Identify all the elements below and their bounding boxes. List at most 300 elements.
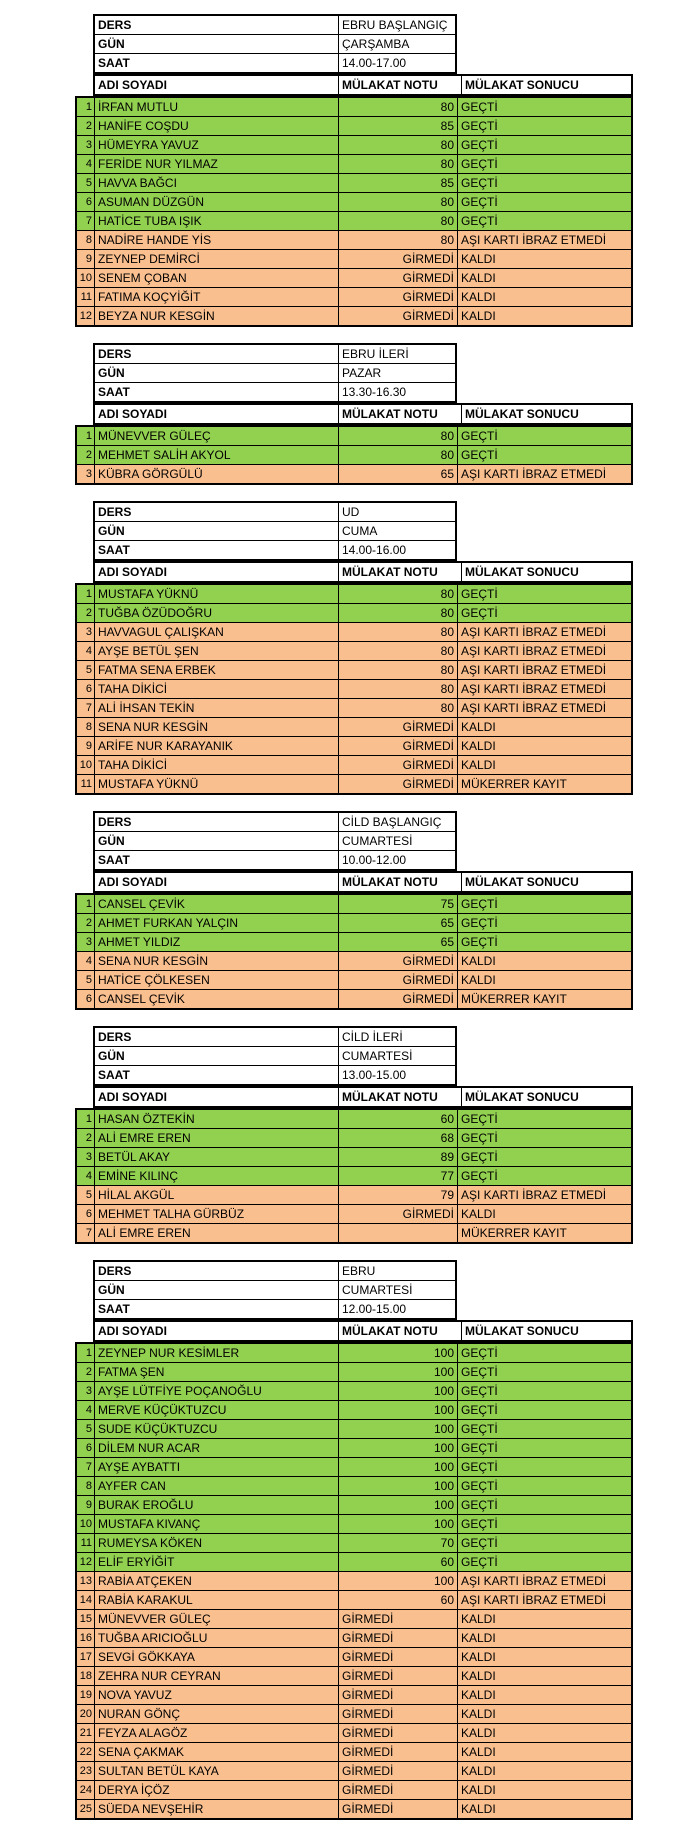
grade-cell: 80 xyxy=(339,623,458,641)
row-number-cell: 10 xyxy=(77,756,95,774)
row-number-cell: 2 xyxy=(77,1363,95,1381)
result-cell: GEÇTİ xyxy=(461,157,498,171)
table-row xyxy=(77,1382,631,1401)
row-number-cell: 1 xyxy=(77,1344,95,1362)
gun-label: GÜN xyxy=(95,1281,339,1299)
course-table xyxy=(75,811,700,1010)
result-cell: GEÇTİ xyxy=(461,1131,498,1145)
result-column-header: MÜLAKAT SONUCU xyxy=(465,1324,579,1338)
result-cell: KALDI xyxy=(461,1631,496,1645)
result-cell: KALDI xyxy=(461,973,496,987)
ders-value: CİLD BAŞLANGIÇ xyxy=(342,815,442,829)
name-column-header: ADI SOYADI xyxy=(95,76,339,94)
table-row xyxy=(77,269,631,288)
grade-cell: 65 xyxy=(339,465,458,483)
saat-label: SAAT xyxy=(95,54,339,72)
student-name-cell: TAHA DİKİCİ xyxy=(95,756,339,774)
gun-label: GÜN xyxy=(95,1047,339,1065)
meta-row-gun xyxy=(95,1047,455,1066)
gun-value: CUMA xyxy=(342,524,378,538)
grade-cell: GİRMEDİ xyxy=(339,1724,458,1742)
student-name-cell: SULTAN BETÜL KAYA xyxy=(95,1762,339,1780)
result-cell: AŞI KARTI İBRAZ ETMEDİ xyxy=(461,1188,607,1202)
student-name-cell: İRFAN MUTLU xyxy=(95,98,339,116)
grade-cell: GİRMEDİ xyxy=(339,1800,458,1818)
student-name-cell: NADİRE HANDE YİS xyxy=(95,231,339,249)
grade-cell: 77 xyxy=(339,1167,458,1185)
row-number-cell: 3 xyxy=(77,1148,95,1166)
student-name-cell: MÜNEVVER GÜLEÇ xyxy=(95,427,339,445)
gun-label: GÜN xyxy=(95,832,339,850)
student-name-cell: SENA ÇAKMAK xyxy=(95,1743,339,1761)
student-name-cell: EMİNE KILINÇ xyxy=(95,1167,339,1185)
grade-cell: GİRMEDİ xyxy=(339,1667,458,1685)
row-number-cell: 4 xyxy=(77,952,95,970)
row-number-cell: 9 xyxy=(77,1496,95,1514)
student-name-cell: HAVVAGUL ÇALIŞKAN xyxy=(95,623,339,641)
course-tables-container xyxy=(75,14,700,1820)
row-number-cell: 3 xyxy=(77,623,95,641)
column-header-row xyxy=(93,561,633,583)
result-cell: GEÇTİ xyxy=(461,1536,498,1550)
result-cell: GEÇTİ xyxy=(461,897,498,911)
row-number-cell: 8 xyxy=(77,1477,95,1495)
student-name-cell: TUĞBA ÖZÜDOĞRU xyxy=(95,604,339,622)
student-name-cell: DERYA İÇÖZ xyxy=(95,1781,339,1799)
grade-cell: GİRMEDİ xyxy=(339,1705,458,1723)
student-name-cell: ALİ EMRE EREN xyxy=(95,1129,339,1147)
row-number-cell: 1 xyxy=(77,98,95,116)
column-header-row xyxy=(93,403,633,425)
grade-cell: 70 xyxy=(339,1534,458,1552)
student-name-cell: SENA NUR KESGİN xyxy=(95,718,339,736)
grade-cell: GİRMEDİ xyxy=(339,269,458,287)
row-number-cell: 10 xyxy=(77,1515,95,1533)
gun-label: GÜN xyxy=(95,364,339,382)
grade-cell: GİRMEDİ xyxy=(339,952,458,970)
result-cell: KALDI xyxy=(461,309,496,323)
name-column-header: ADI SOYADI xyxy=(95,1088,339,1106)
result-column-header: MÜLAKAT SONUCU xyxy=(465,1090,579,1104)
course-meta-block xyxy=(93,811,457,871)
table-row xyxy=(77,174,631,193)
student-name-cell: HÜMEYRA YAVUZ xyxy=(95,136,339,154)
table-row xyxy=(77,952,631,971)
result-cell: KALDI xyxy=(461,1207,496,1221)
result-cell: KALDI xyxy=(461,1745,496,1759)
saat-value: 14.00-17.00 xyxy=(342,56,407,70)
result-cell: GEÇTİ xyxy=(461,1498,498,1512)
table-row xyxy=(77,737,631,756)
meta-row-gun xyxy=(95,832,455,851)
table-row xyxy=(77,642,631,661)
row-number-cell: 11 xyxy=(77,775,95,793)
row-number-cell: 9 xyxy=(77,250,95,268)
students-block xyxy=(75,96,633,327)
grade-cell: 100 xyxy=(339,1420,458,1438)
result-cell: GEÇTİ xyxy=(461,1479,498,1493)
row-number-cell: 7 xyxy=(77,1224,95,1242)
saat-value: 13.30-16.30 xyxy=(342,385,407,399)
result-cell: KALDI xyxy=(461,720,496,734)
grade-cell: 100 xyxy=(339,1458,458,1476)
row-number-cell: 10 xyxy=(77,269,95,287)
row-number-cell: 21 xyxy=(77,1724,95,1742)
grade-cell: 100 xyxy=(339,1344,458,1362)
student-name-cell: FATIMA KOÇYİĞİT xyxy=(95,288,339,306)
grade-cell: GİRMEDİ xyxy=(339,1781,458,1799)
grade-cell: 80 xyxy=(339,212,458,230)
row-number-cell: 24 xyxy=(77,1781,95,1799)
row-number-cell: 3 xyxy=(77,136,95,154)
gun-label: GÜN xyxy=(95,522,339,540)
result-cell: GEÇTİ xyxy=(461,119,498,133)
row-number-cell: 16 xyxy=(77,1629,95,1647)
course-table xyxy=(75,1260,700,1820)
table-row xyxy=(77,1610,631,1629)
result-cell: GEÇTİ xyxy=(461,935,498,949)
grade-cell: GİRMEDİ xyxy=(339,288,458,306)
result-cell: GEÇTİ xyxy=(461,195,498,209)
name-column-header: ADI SOYADI xyxy=(95,1322,339,1340)
row-number-cell: 4 xyxy=(77,155,95,173)
gun-value: CUMARTESİ xyxy=(342,834,413,848)
row-number-cell: 6 xyxy=(77,990,95,1008)
grade-cell: 100 xyxy=(339,1401,458,1419)
ders-value: EBRU İLERİ xyxy=(342,347,409,361)
result-cell: GEÇTİ xyxy=(461,176,498,190)
gun-value: ÇARŞAMBA xyxy=(342,37,410,51)
course-meta-block xyxy=(93,501,457,561)
row-number-cell: 7 xyxy=(77,212,95,230)
result-column-header: MÜLAKAT SONUCU xyxy=(465,78,579,92)
grade-cell: GİRMEDİ xyxy=(339,307,458,325)
grade-cell: GİRMEDİ xyxy=(339,1610,458,1628)
result-cell: GEÇTİ xyxy=(461,1555,498,1569)
meta-row-saat xyxy=(95,54,455,72)
result-cell: GEÇTİ xyxy=(461,429,498,443)
row-number-cell: 15 xyxy=(77,1610,95,1628)
row-number-cell: 11 xyxy=(77,288,95,306)
table-row xyxy=(77,465,631,483)
result-cell: GEÇTİ xyxy=(461,1150,498,1164)
student-name-cell: RABİA ATÇEKEN xyxy=(95,1572,339,1590)
table-row xyxy=(77,1167,631,1186)
grade-cell: 80 xyxy=(339,446,458,464)
table-row xyxy=(77,604,631,623)
table-row xyxy=(77,1705,631,1724)
result-cell: KALDI xyxy=(461,1612,496,1626)
meta-row-saat xyxy=(95,383,455,401)
grade-column-header: MÜLAKAT NOTU xyxy=(339,76,462,94)
name-column-header: ADI SOYADI xyxy=(95,405,339,423)
row-number-cell: 8 xyxy=(77,718,95,736)
result-cell: MÜKERRER KAYIT xyxy=(461,777,567,791)
row-number-cell: 1 xyxy=(77,427,95,445)
student-name-cell: MUSTAFA YÜKNÜ xyxy=(95,775,339,793)
table-row xyxy=(77,1224,631,1242)
row-number-cell: 19 xyxy=(77,1686,95,1704)
column-header-row xyxy=(93,871,633,893)
row-number-cell: 5 xyxy=(77,661,95,679)
result-cell: GEÇTİ xyxy=(461,214,498,228)
ders-label: DERS xyxy=(95,813,339,831)
grade-cell: 79 xyxy=(339,1186,458,1204)
row-number-cell: 6 xyxy=(77,193,95,211)
student-name-cell: NURAN GÖNÇ xyxy=(95,1705,339,1723)
grade-column-header: MÜLAKAT NOTU xyxy=(339,873,462,891)
column-header-row xyxy=(93,1086,633,1108)
row-number-cell: 2 xyxy=(77,1129,95,1147)
student-name-cell: MEHMET SALİH AKYOL xyxy=(95,446,339,464)
saat-label: SAAT xyxy=(95,541,339,559)
table-row xyxy=(77,1458,631,1477)
ders-label: DERS xyxy=(95,16,339,34)
grade-cell: GİRMEDİ xyxy=(339,775,458,793)
row-number-cell: 1 xyxy=(77,585,95,603)
meta-row-saat xyxy=(95,1300,455,1318)
table-row xyxy=(77,1129,631,1148)
grade-cell: 100 xyxy=(339,1363,458,1381)
result-cell: GEÇTİ xyxy=(461,448,498,462)
grade-cell: 60 xyxy=(339,1553,458,1571)
row-number-cell: 3 xyxy=(77,1382,95,1400)
row-number-cell: 9 xyxy=(77,737,95,755)
table-row xyxy=(77,1401,631,1420)
grade-cell: 80 xyxy=(339,231,458,249)
saat-label: SAAT xyxy=(95,1066,339,1084)
grade-cell: 80 xyxy=(339,699,458,717)
student-name-cell: HANİFE COŞDU xyxy=(95,117,339,135)
result-cell: KALDI xyxy=(461,1688,496,1702)
row-number-cell: 11 xyxy=(77,1534,95,1552)
result-cell: GEÇTİ xyxy=(461,1112,498,1126)
grade-cell: 80 xyxy=(339,661,458,679)
table-row xyxy=(77,1781,631,1800)
table-row xyxy=(77,1420,631,1439)
grade-cell: 65 xyxy=(339,914,458,932)
student-name-cell: ZEYNEP DEMİRCİ xyxy=(95,250,339,268)
saat-value: 14.00-16.00 xyxy=(342,543,407,557)
result-cell: GEÇTİ xyxy=(461,1441,498,1455)
student-name-cell: KÜBRA GÖRGÜLÜ xyxy=(95,465,339,483)
column-header-row xyxy=(93,1320,633,1342)
result-cell: AŞI KARTI İBRAZ ETMEDİ xyxy=(461,467,607,481)
grade-column-header: MÜLAKAT NOTU xyxy=(339,1322,462,1340)
student-name-cell: MUSTAFA KIVANÇ xyxy=(95,1515,339,1533)
student-name-cell: FATMA ŞEN xyxy=(95,1363,339,1381)
course-meta-block xyxy=(93,343,457,403)
meta-row-saat xyxy=(95,541,455,559)
student-name-cell: HATİCE ÇÖLKESEN xyxy=(95,971,339,989)
student-name-cell: AYŞE LÜTFİYE POÇANOĞLU xyxy=(95,1382,339,1400)
student-name-cell: ELİF ERYİĞİT xyxy=(95,1553,339,1571)
result-cell: KALDI xyxy=(461,1764,496,1778)
result-cell: GEÇTİ xyxy=(461,138,498,152)
students-block xyxy=(75,893,633,1010)
table-row xyxy=(77,1515,631,1534)
grade-cell: 80 xyxy=(339,427,458,445)
grade-cell: 65 xyxy=(339,933,458,951)
row-number-cell: 4 xyxy=(77,1167,95,1185)
table-row xyxy=(77,1724,631,1743)
row-number-cell: 3 xyxy=(77,465,95,483)
row-number-cell: 13 xyxy=(77,1572,95,1590)
row-number-cell: 18 xyxy=(77,1667,95,1685)
table-row xyxy=(77,1572,631,1591)
meta-row-ders xyxy=(95,1262,455,1281)
grade-cell xyxy=(339,1224,458,1242)
student-name-cell: DİLEM NUR ACAR xyxy=(95,1439,339,1457)
grade-cell: GİRMEDİ xyxy=(339,1205,458,1223)
result-cell: KALDI xyxy=(461,739,496,753)
student-name-cell: BEYZA NUR KESGİN xyxy=(95,307,339,325)
table-row xyxy=(77,1800,631,1818)
saat-value: 13.00-15.00 xyxy=(342,1068,407,1082)
row-number-cell: 4 xyxy=(77,642,95,660)
result-cell: MÜKERRER KAYIT xyxy=(461,1226,567,1240)
table-row xyxy=(77,250,631,269)
course-table xyxy=(75,1026,700,1244)
result-cell: GEÇTİ xyxy=(461,606,498,620)
student-name-cell: MUSTAFA YÜKNÜ xyxy=(95,585,339,603)
student-name-cell: HATİCE TUBA IŞIK xyxy=(95,212,339,230)
result-cell: AŞI KARTI İBRAZ ETMEDİ xyxy=(461,233,607,247)
result-cell: AŞI KARTI İBRAZ ETMEDİ xyxy=(461,1593,607,1607)
student-name-cell: ZEHRA NUR CEYRAN xyxy=(95,1667,339,1685)
gun-value: CUMARTESİ xyxy=(342,1283,413,1297)
row-number-cell: 12 xyxy=(77,1553,95,1571)
row-number-cell: 5 xyxy=(77,174,95,192)
student-name-cell: AYFER CAN xyxy=(95,1477,339,1495)
row-number-cell: 1 xyxy=(77,895,95,913)
grade-column-header: MÜLAKAT NOTU xyxy=(339,563,462,581)
student-name-cell: ALİ EMRE EREN xyxy=(95,1224,339,1242)
result-cell: GEÇTİ xyxy=(461,1384,498,1398)
table-row xyxy=(77,933,631,952)
grade-cell: GİRMEDİ xyxy=(339,1743,458,1761)
row-number-cell: 25 xyxy=(77,1800,95,1818)
result-cell: GEÇTİ xyxy=(461,1517,498,1531)
result-cell: GEÇTİ xyxy=(461,1403,498,1417)
student-name-cell: SÜEDA NEVŞEHİR xyxy=(95,1800,339,1818)
grade-cell: 85 xyxy=(339,174,458,192)
meta-row-ders xyxy=(95,813,455,832)
grade-cell: 100 xyxy=(339,1572,458,1590)
result-cell: AŞI KARTI İBRAZ ETMEDİ xyxy=(461,682,607,696)
grade-column-header: MÜLAKAT NOTU xyxy=(339,1088,462,1106)
meta-row-ders xyxy=(95,1028,455,1047)
row-number-cell: 6 xyxy=(77,1439,95,1457)
gun-value: PAZAR xyxy=(342,366,382,380)
student-name-cell: NOVA YAVUZ xyxy=(95,1686,339,1704)
ders-label: DERS xyxy=(95,503,339,521)
table-row xyxy=(77,680,631,699)
row-number-cell: 1 xyxy=(77,1110,95,1128)
row-number-cell: 20 xyxy=(77,1705,95,1723)
result-cell: GEÇTİ xyxy=(461,1169,498,1183)
result-cell: GEÇTİ xyxy=(461,1346,498,1360)
result-cell: KALDI xyxy=(461,954,496,968)
row-number-cell: 23 xyxy=(77,1762,95,1780)
table-row xyxy=(77,914,631,933)
name-column-header: ADI SOYADI xyxy=(95,873,339,891)
student-name-cell: SENEM ÇOBAN xyxy=(95,269,339,287)
row-number-cell: 2 xyxy=(77,914,95,932)
student-name-cell: FATMA SENA ERBEK xyxy=(95,661,339,679)
course-meta-block xyxy=(93,1026,457,1086)
gun-label: GÜN xyxy=(95,35,339,53)
student-name-cell: CANSEL ÇEVİK xyxy=(95,990,339,1008)
student-name-cell: BURAK EROĞLU xyxy=(95,1496,339,1514)
result-cell: MÜKERRER KAYIT xyxy=(461,992,567,1006)
students-block xyxy=(75,425,633,485)
student-name-cell: RABİA KARAKUL xyxy=(95,1591,339,1609)
result-cell: AŞI KARTI İBRAZ ETMEDİ xyxy=(461,663,607,677)
row-number-cell: 5 xyxy=(77,971,95,989)
grade-cell: 60 xyxy=(339,1110,458,1128)
row-number-cell: 7 xyxy=(77,699,95,717)
meta-row-gun xyxy=(95,522,455,541)
student-name-cell: CANSEL ÇEVİK xyxy=(95,895,339,913)
row-number-cell: 8 xyxy=(77,231,95,249)
row-number-cell: 2 xyxy=(77,604,95,622)
table-row xyxy=(77,775,631,793)
table-row xyxy=(77,1534,631,1553)
saat-value: 10.00-12.00 xyxy=(342,853,407,867)
saat-label: SAAT xyxy=(95,383,339,401)
result-cell: KALDI xyxy=(461,758,496,772)
result-cell: KALDI xyxy=(461,271,496,285)
table-row xyxy=(77,1148,631,1167)
result-column-header: MÜLAKAT SONUCU xyxy=(465,407,579,421)
grade-cell: 80 xyxy=(339,136,458,154)
student-name-cell: RUMEYSA KÖKEN xyxy=(95,1534,339,1552)
grade-cell: GİRMEDİ xyxy=(339,756,458,774)
result-cell: AŞI KARTI İBRAZ ETMEDİ xyxy=(461,701,607,715)
table-row xyxy=(77,1477,631,1496)
result-cell: KALDI xyxy=(461,1669,496,1683)
grade-cell: 80 xyxy=(339,98,458,116)
column-header-row xyxy=(93,74,633,96)
student-name-cell: MÜNEVVER GÜLEÇ xyxy=(95,1610,339,1628)
table-row xyxy=(77,1762,631,1781)
result-cell: GEÇTİ xyxy=(461,1422,498,1436)
student-name-cell: MEHMET TALHA GÜRBÜZ xyxy=(95,1205,339,1223)
result-cell: AŞI KARTI İBRAZ ETMEDİ xyxy=(461,625,607,639)
grade-cell: 60 xyxy=(339,1591,458,1609)
grade-cell: 80 xyxy=(339,155,458,173)
grade-cell: GİRMEDİ xyxy=(339,718,458,736)
table-row xyxy=(77,1344,631,1363)
saat-value: 12.00-15.00 xyxy=(342,1302,407,1316)
grade-cell: 100 xyxy=(339,1439,458,1457)
row-number-cell: 2 xyxy=(77,446,95,464)
ders-label: DERS xyxy=(95,1262,339,1280)
grade-cell: 100 xyxy=(339,1477,458,1495)
student-name-cell: SENA NUR KESGİN xyxy=(95,952,339,970)
table-row xyxy=(77,1110,631,1129)
course-table xyxy=(75,501,700,795)
table-row xyxy=(77,1205,631,1224)
table-row xyxy=(77,1363,631,1382)
course-meta-block xyxy=(93,14,457,74)
course-meta-block xyxy=(93,1260,457,1320)
row-number-cell: 4 xyxy=(77,1401,95,1419)
table-row xyxy=(77,1439,631,1458)
student-name-cell: TUĞBA ARICIOĞLU xyxy=(95,1629,339,1647)
saat-label: SAAT xyxy=(95,1300,339,1318)
